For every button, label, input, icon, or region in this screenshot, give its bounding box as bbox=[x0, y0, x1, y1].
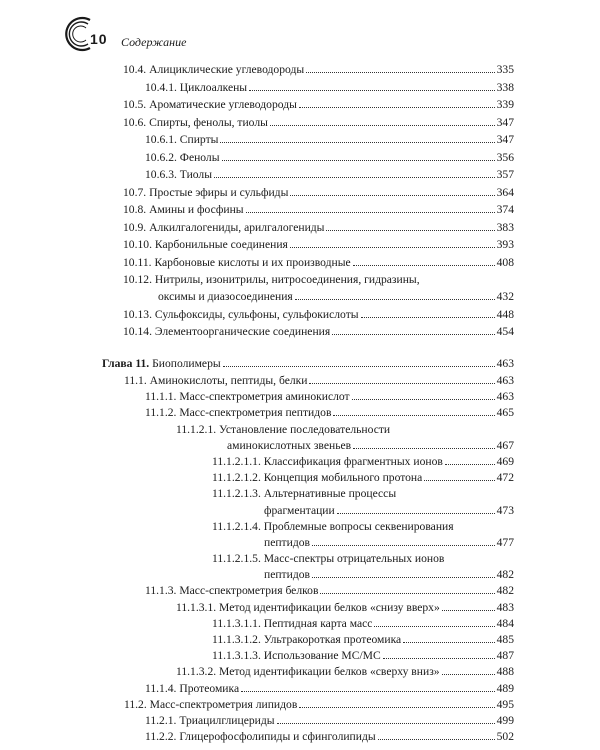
dot-leader bbox=[223, 366, 495, 367]
toc-page-number: 347 bbox=[496, 133, 514, 146]
toc-entry[interactable]: 11.2.1. Триацилглицериды 499 bbox=[145, 713, 514, 727]
toc-page-number: 502 bbox=[496, 730, 514, 743]
toc-entry[interactable]: 10.11. Карбоновые кислоты и их производные 408 bbox=[123, 256, 514, 269]
toc-page-number: 374 bbox=[496, 203, 514, 216]
toc-page-number: 487 bbox=[496, 649, 514, 663]
dot-leader bbox=[337, 513, 495, 514]
toc-entry[interactable]: 11.1. Аминокислоты, пептиды, белки 463 bbox=[124, 374, 514, 387]
toc-entry[interactable]: 10.10. Карбонильные соединения 393 bbox=[123, 238, 514, 251]
toc-entry[interactable]: пептидов 482 bbox=[264, 568, 514, 582]
toc-entry[interactable]: 11.1.4. Протеомика 489 bbox=[145, 681, 514, 695]
toc-entry[interactable]: оксимы и диазосоединения 432 bbox=[158, 290, 514, 303]
dot-leader bbox=[333, 415, 494, 416]
toc-page-number: 339 bbox=[496, 98, 514, 111]
toc-page-number: 383 bbox=[496, 221, 514, 234]
page-number: 10 bbox=[90, 31, 108, 47]
dot-leader bbox=[312, 577, 495, 578]
toc-page-number: 393 bbox=[496, 238, 514, 251]
dot-leader bbox=[320, 593, 494, 594]
toc-page-number: 472 bbox=[496, 471, 514, 485]
dot-leader bbox=[378, 739, 495, 740]
chapter-label: Глава 11. bbox=[102, 357, 150, 370]
toc-entry[interactable]: 10.4. Алициклические углеводороды 335 bbox=[123, 63, 514, 76]
dot-leader bbox=[214, 177, 495, 178]
toc-entry[interactable]: 10.6.1. Спирты 347 bbox=[145, 133, 514, 146]
toc-page-number: 477 bbox=[496, 535, 514, 549]
toc-entry[interactable]: 10.6.3. Тиолы 357 bbox=[145, 168, 514, 181]
toc-page-number: 335 bbox=[496, 63, 514, 76]
dot-leader bbox=[299, 707, 494, 708]
toc-entry[interactable]: 10.13. Сульфоксиды, сульфоны, сульфокислоты 448 bbox=[123, 308, 514, 321]
dot-leader bbox=[220, 142, 494, 143]
dot-leader bbox=[353, 448, 495, 449]
dot-leader bbox=[222, 160, 495, 161]
dot-leader bbox=[353, 265, 495, 266]
dot-leader bbox=[332, 334, 494, 335]
toc-page-number: 463 bbox=[496, 357, 514, 370]
toc-page-number: 454 bbox=[496, 325, 514, 338]
toc-page-number: 473 bbox=[496, 503, 514, 517]
toc-entry[interactable]: 11.1.3.1.1. Пептидная карта масс 484 bbox=[212, 616, 514, 630]
dot-leader bbox=[445, 464, 495, 465]
dot-leader bbox=[442, 674, 495, 675]
toc-page-number: 495 bbox=[496, 697, 514, 711]
toc-entry[interactable]: 11.1.3. Масс-спектрометрия белков 482 bbox=[145, 584, 514, 598]
toc-entry[interactable]: 10.4.1. Циклоалкены 338 bbox=[145, 81, 514, 94]
dot-leader bbox=[306, 72, 494, 73]
toc-entry[interactable]: 11.1.2.1.2. Концепция мобильного протона 472 bbox=[212, 471, 514, 485]
toc-entry[interactable]: 11.1.1. Масс-спектрометрия аминокислот 463 bbox=[145, 390, 514, 404]
toc-entry[interactable]: 11.1.2. Масс-спектрометрия пептидов 465 bbox=[145, 406, 514, 420]
dot-leader bbox=[424, 480, 494, 481]
toc-entry[interactable]: 11.2.2. Глицерофосфолипиды и сфинголипиды 502 bbox=[145, 730, 514, 743]
toc-page-number: 483 bbox=[496, 600, 514, 614]
dot-leader bbox=[295, 299, 495, 300]
toc-chapter-entry[interactable]: Глава 11. Биополимеры 463 bbox=[102, 357, 514, 370]
toc-entry[interactable]: 11.2. Масс-спектрометрия липидов 495 bbox=[124, 697, 514, 711]
dot-leader bbox=[241, 691, 495, 692]
toc-page-number: 448 bbox=[496, 308, 514, 321]
running-title: Содержание bbox=[121, 35, 187, 49]
toc-entry[interactable]: аминокислотных звеньев 467 bbox=[227, 438, 514, 452]
dot-leader bbox=[312, 545, 495, 546]
toc-entry[interactable]: 10.8. Амины и фосфины 374 bbox=[123, 203, 514, 216]
dot-leader bbox=[277, 723, 495, 724]
toc-entry-line[interactable]: 10.12. Нитрилы, изонитрилы, нитросоединения, гидразины, bbox=[123, 273, 420, 286]
toc-page-number: 357 bbox=[496, 168, 514, 181]
toc-page-number: 356 bbox=[496, 151, 514, 164]
dot-leader bbox=[270, 125, 495, 126]
dot-leader bbox=[309, 383, 494, 384]
dot-leader bbox=[290, 195, 494, 196]
toc-entry[interactable]: фрагментации 473 bbox=[264, 503, 514, 517]
toc-page-number: 338 bbox=[496, 81, 514, 94]
toc-page-number: 364 bbox=[496, 186, 514, 199]
toc-entry[interactable]: 10.5. Ароматические углеводороды 339 bbox=[123, 98, 514, 111]
toc-entry-line[interactable]: 11.1.2.1.4. Проблемные вопросы секвенирования bbox=[212, 519, 454, 533]
toc-entry[interactable]: 10.6. Спирты, фенолы, тиолы 347 bbox=[123, 116, 514, 129]
toc-entry[interactable]: 11.1.3.2. Метод идентификации белков «сверху вниз» 488 bbox=[176, 665, 514, 679]
toc-entry[interactable]: 10.6.2. Фенолы 356 bbox=[145, 151, 514, 164]
toc-entry-line[interactable]: 11.1.2.1.3. Альтернативные процессы bbox=[212, 487, 397, 501]
toc-page-number: 482 bbox=[496, 584, 514, 598]
toc-page-number: 465 bbox=[496, 406, 514, 420]
dot-leader bbox=[374, 626, 494, 627]
dot-leader bbox=[403, 642, 494, 643]
toc-entry[interactable]: 11.1.3.1.2. Ультракороткая протеомика 485 bbox=[212, 632, 514, 646]
dot-leader bbox=[290, 247, 495, 248]
toc-page-number: 489 bbox=[496, 681, 514, 695]
toc-entry[interactable]: 10.9. Алкилгалогениды, арилгалогениды 383 bbox=[123, 221, 514, 234]
toc-entry-line[interactable]: 11.1.2.1.5. Масс-спектры отрицательных ионов bbox=[212, 552, 445, 565]
dot-leader bbox=[326, 230, 494, 231]
toc-page-number: 347 bbox=[496, 116, 514, 129]
dot-leader bbox=[352, 399, 495, 400]
toc-entry[interactable]: пептидов 477 bbox=[264, 535, 514, 549]
dot-leader bbox=[442, 610, 495, 611]
dot-leader bbox=[249, 90, 495, 91]
toc-page-number: 408 bbox=[496, 256, 514, 269]
toc-page-number: 499 bbox=[496, 713, 514, 727]
toc-page-number: 482 bbox=[496, 568, 514, 582]
dot-leader bbox=[299, 107, 495, 108]
toc-page-number: 467 bbox=[496, 438, 514, 452]
toc-entry[interactable]: 10.7. Простые эфиры и сульфиды 364 bbox=[123, 186, 514, 199]
toc-entry-line[interactable]: 11.1.2.1. Установление последовательности bbox=[176, 422, 391, 436]
toc-page-number: 485 bbox=[496, 632, 514, 646]
toc-entry[interactable]: 11.1.3.1.3. Использование МС/МС 487 bbox=[212, 649, 514, 663]
toc-page-number: 463 bbox=[496, 374, 514, 387]
toc-page-number: 488 bbox=[496, 665, 514, 679]
toc-page-number: 484 bbox=[496, 616, 514, 630]
dot-leader bbox=[383, 658, 495, 659]
toc-page-number: 432 bbox=[496, 290, 514, 303]
toc-entry[interactable]: 11.1.2.1.1. Классификация фрагментных ионов 469 bbox=[212, 454, 514, 468]
toc-page-number: 469 bbox=[496, 454, 514, 468]
dot-leader bbox=[246, 212, 495, 213]
toc-entry[interactable]: 10.14. Элементоорганические соединения 454 bbox=[123, 325, 514, 338]
dot-leader bbox=[361, 317, 495, 318]
toc-page-number: 463 bbox=[496, 390, 514, 404]
toc-entry[interactable]: 11.1.3.1. Метод идентификации белков «снизу вверх» 483 bbox=[176, 600, 514, 614]
